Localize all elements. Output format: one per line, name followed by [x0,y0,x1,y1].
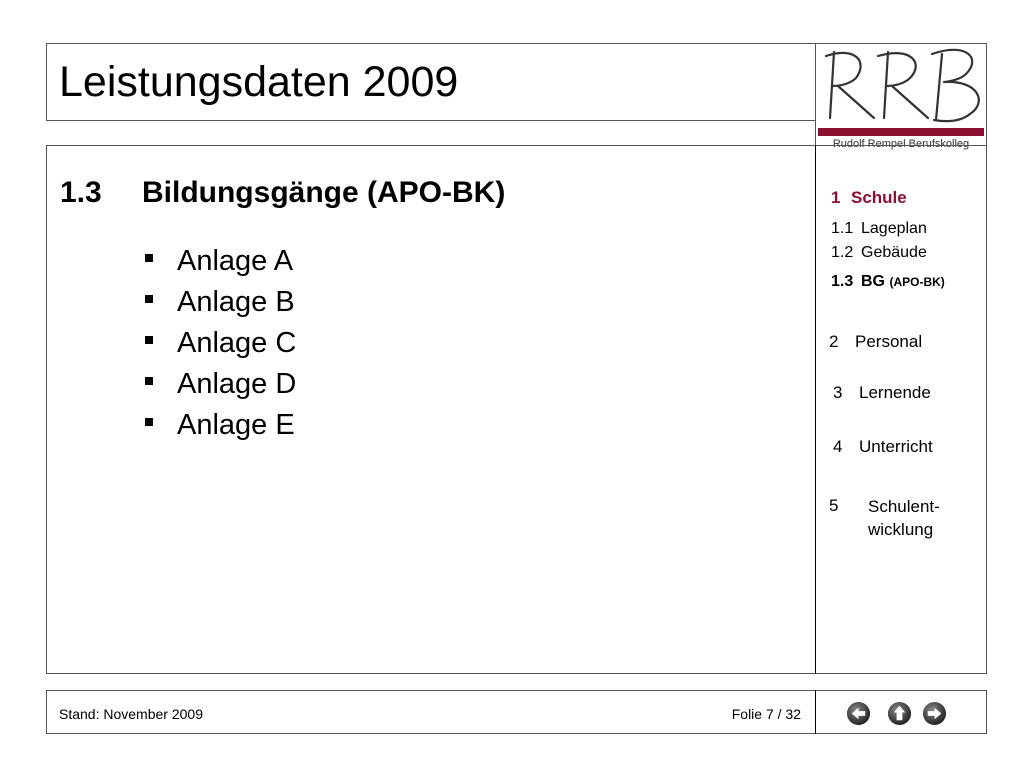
square-bullet-icon [145,418,153,426]
sidebar-item-lageplan[interactable] [831,220,927,238]
list-item [145,282,296,323]
sidebar-item-number: 1.1 [831,220,854,237]
sidebar-item-label: Unterricht [859,437,933,456]
sidebar-item-label: Lernende [859,383,931,402]
square-bullet-icon [145,336,153,344]
slide-navigation [815,690,987,734]
square-bullet-icon [145,377,153,385]
section-heading [60,176,505,210]
sidebar-item-personal[interactable] [829,332,922,352]
home-icon[interactable] [887,701,912,726]
list-item [145,405,296,446]
list-item-label: Anlage B [177,286,295,318]
content-area [46,145,816,674]
sidebar-item-label: Schule [851,188,907,207]
square-bullet-icon [145,295,153,303]
sidebar-item-schule[interactable] [831,188,907,208]
list-item [145,323,296,364]
sidebar-item-lernende[interactable] [833,383,931,403]
sidebar-item-bg-active[interactable] [831,273,945,291]
section-title: Bildungsgänge (APO-BK) [142,176,506,209]
section-number: 1.3 [60,176,102,209]
footer-date: Stand: November 2009 [59,706,203,722]
sidebar-item-gebaeude[interactable] [831,244,927,262]
list-item [145,241,296,282]
anlage-list [145,241,296,446]
list-item-label: Anlage D [177,368,297,400]
rrb-logo-icon [816,44,986,128]
footer [46,690,816,734]
page-title: Leistungsdaten 2009 [59,58,459,106]
next-arrow-icon[interactable] [922,701,947,726]
sidebar-item-unterricht[interactable] [833,437,933,457]
sidebar-item-number: 2 [829,332,839,351]
slide-counter: Folie 7 / 32 [731,706,801,722]
logo-accent-bar [818,128,984,136]
sidebar-item-number: 3 [833,383,843,402]
sidebar-item-label: Lageplan [861,220,927,237]
logo-subtitle: Rudolf Rempel Berufskolleg [832,138,970,150]
sidebar-item-number: 4 [833,437,843,456]
logo [815,43,987,150]
list-item-label: Anlage E [177,409,295,441]
sidebar-item-number: 1.2 [831,244,854,261]
square-bullet-icon [145,254,153,262]
sidebar-item-number: 5 [829,496,839,515]
back-arrow-icon[interactable] [846,701,871,726]
list-item [145,364,296,405]
sidebar-item-number: 1.3 [831,273,854,290]
sidebar-item-number: 1 [831,188,841,207]
list-item-label: Anlage A [177,245,294,277]
sidebar-item-label: Personal [855,332,923,351]
sidebar-item-label: BG [861,273,885,290]
sidebar-nav [815,145,987,674]
list-item-label: Anlage C [177,327,297,359]
sidebar-item-label: Gebäude [861,244,927,261]
sidebar-item-suffix: (APO-BK) [889,275,945,289]
sidebar-item-schulentwicklung[interactable] [829,496,940,541]
sidebar-item-label: Schulent- wicklung [868,497,940,539]
title-bar [46,43,816,121]
